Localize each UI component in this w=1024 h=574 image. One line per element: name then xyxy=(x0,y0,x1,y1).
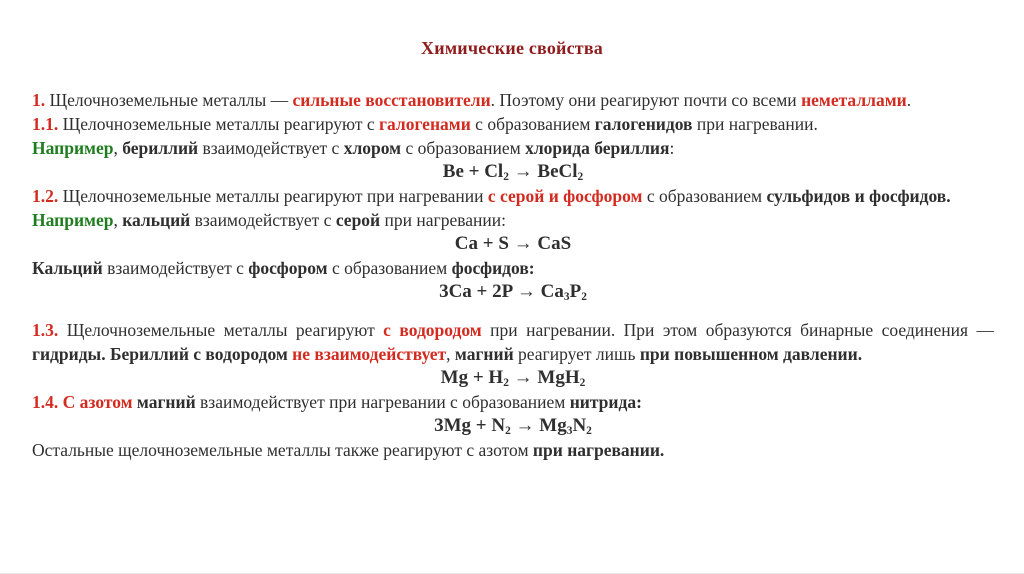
text-run: бериллий xyxy=(122,138,199,158)
formula-subscript: 2 xyxy=(586,425,592,438)
formula-text: → Mg xyxy=(510,415,567,436)
text-run: нитрида: xyxy=(569,392,642,412)
text-run: Кальций xyxy=(32,258,103,278)
formula-subscript: 2 xyxy=(505,425,511,438)
text-run: . xyxy=(906,90,912,110)
text-run: хлором xyxy=(343,138,402,158)
formula-text: N xyxy=(572,415,587,436)
text-run: гидриды. Бериллий с водородом xyxy=(32,344,293,364)
paragraph xyxy=(32,256,994,280)
text-run: Например xyxy=(32,210,114,230)
text-run: Остальные щелочноземельные металлы также реагируют с азотом xyxy=(32,440,533,460)
paragraph xyxy=(32,390,994,414)
paragraph xyxy=(32,184,994,208)
slide-body xyxy=(0,59,1024,462)
paragraph xyxy=(32,318,994,366)
text-run: магний xyxy=(136,392,196,412)
paragraph-spacer xyxy=(32,304,994,318)
chemical-equation xyxy=(32,366,994,390)
text-run: при нагревании. xyxy=(692,114,818,134)
chemical-equation xyxy=(32,280,994,304)
text-run: , xyxy=(446,344,455,364)
text-run: с образованием xyxy=(470,114,595,134)
text-run: взаимодействует с xyxy=(198,138,344,158)
text-run: при нагревании. xyxy=(532,440,665,460)
text-run: 1.3. xyxy=(32,320,67,340)
text-run: 1. xyxy=(32,90,50,110)
text-run: сильные восстановители xyxy=(292,90,491,110)
text-run: при нагревании. При этом образуются бинарные соединения — xyxy=(481,320,994,340)
text-run: 1.2. xyxy=(32,186,63,206)
text-run: 1.4. С азотом xyxy=(32,392,137,412)
formula-text: → BeCl xyxy=(508,161,578,182)
formula-text: → MgH xyxy=(508,367,580,388)
text-run: с образованием xyxy=(327,258,452,278)
text-run: : xyxy=(669,138,675,158)
text-run: хлорида бериллия xyxy=(525,138,670,158)
text-run: , xyxy=(113,210,123,230)
text-run: при повышенном давлении. xyxy=(639,344,863,364)
paragraph xyxy=(32,88,994,112)
text-run: 1.1. xyxy=(32,114,63,134)
text-run: фосфидов: xyxy=(451,258,535,278)
text-run: . Поэтому они реагируют почти со всеми xyxy=(490,90,802,110)
text-run: с образованием xyxy=(642,186,767,206)
text-run: Щелочноземельные металлы реагируют с xyxy=(62,114,380,134)
text-run: Например xyxy=(32,138,114,158)
formula-subscript: 3 xyxy=(563,291,570,304)
text-run: реагирует лишь xyxy=(513,344,640,364)
formula-text: Mg + H xyxy=(440,367,504,388)
text-run: с водородом xyxy=(383,320,482,340)
paragraph xyxy=(32,208,994,232)
paragraph xyxy=(32,112,994,136)
text-run: Щелочноземельные металлы реагируют при нагревании xyxy=(62,186,488,206)
text-run: магний xyxy=(454,344,514,364)
chemical-equation xyxy=(32,160,994,184)
formula-subscript: 2 xyxy=(579,377,586,390)
text-run: галогенами xyxy=(379,114,471,134)
formula-text: Be + Cl xyxy=(442,161,504,182)
text-run: галогенидов xyxy=(594,114,693,134)
text-run: серой xyxy=(335,210,381,230)
text-run: с образованием xyxy=(401,138,526,158)
paragraph xyxy=(32,438,994,462)
chemical-equation xyxy=(32,414,994,438)
formula-text: 3Ca + 2P → Ca xyxy=(439,281,564,302)
text-run: Щелочноземельные металлы — xyxy=(49,90,293,110)
formula-subscript: 2 xyxy=(503,171,509,184)
formula-text: Ca + S → CaS xyxy=(454,233,572,254)
formula-subscript: 2 xyxy=(577,171,584,184)
formula-text: P xyxy=(569,281,582,302)
text-run: при нагревании: xyxy=(380,210,506,230)
text-run: с серой и фосфором xyxy=(487,186,643,206)
text-run: взаимодействует с xyxy=(102,258,249,278)
text-run: кальций xyxy=(122,210,191,230)
formula-subscript: 2 xyxy=(503,377,509,390)
text-run: , xyxy=(113,138,123,158)
chemical-equation xyxy=(32,232,994,256)
text-run: фосфором xyxy=(248,258,328,278)
formula-subscript: 2 xyxy=(581,291,587,304)
paragraph xyxy=(32,136,994,160)
text-run: сульфидов и фосфидов. xyxy=(766,186,951,206)
formula-text: 3Mg + N xyxy=(434,415,506,436)
text-run: Щелочноземельные металлы реагируют xyxy=(66,320,384,340)
text-run: взаимодействует при нагревании с образованием xyxy=(195,392,570,412)
text-run: взаимодействует с xyxy=(190,210,336,230)
formula-subscript: 3 xyxy=(566,425,573,438)
text-run: неметаллами xyxy=(801,90,907,110)
text-run: не взаимодействует xyxy=(292,344,447,364)
slide-title: Химические свойства xyxy=(421,38,603,58)
